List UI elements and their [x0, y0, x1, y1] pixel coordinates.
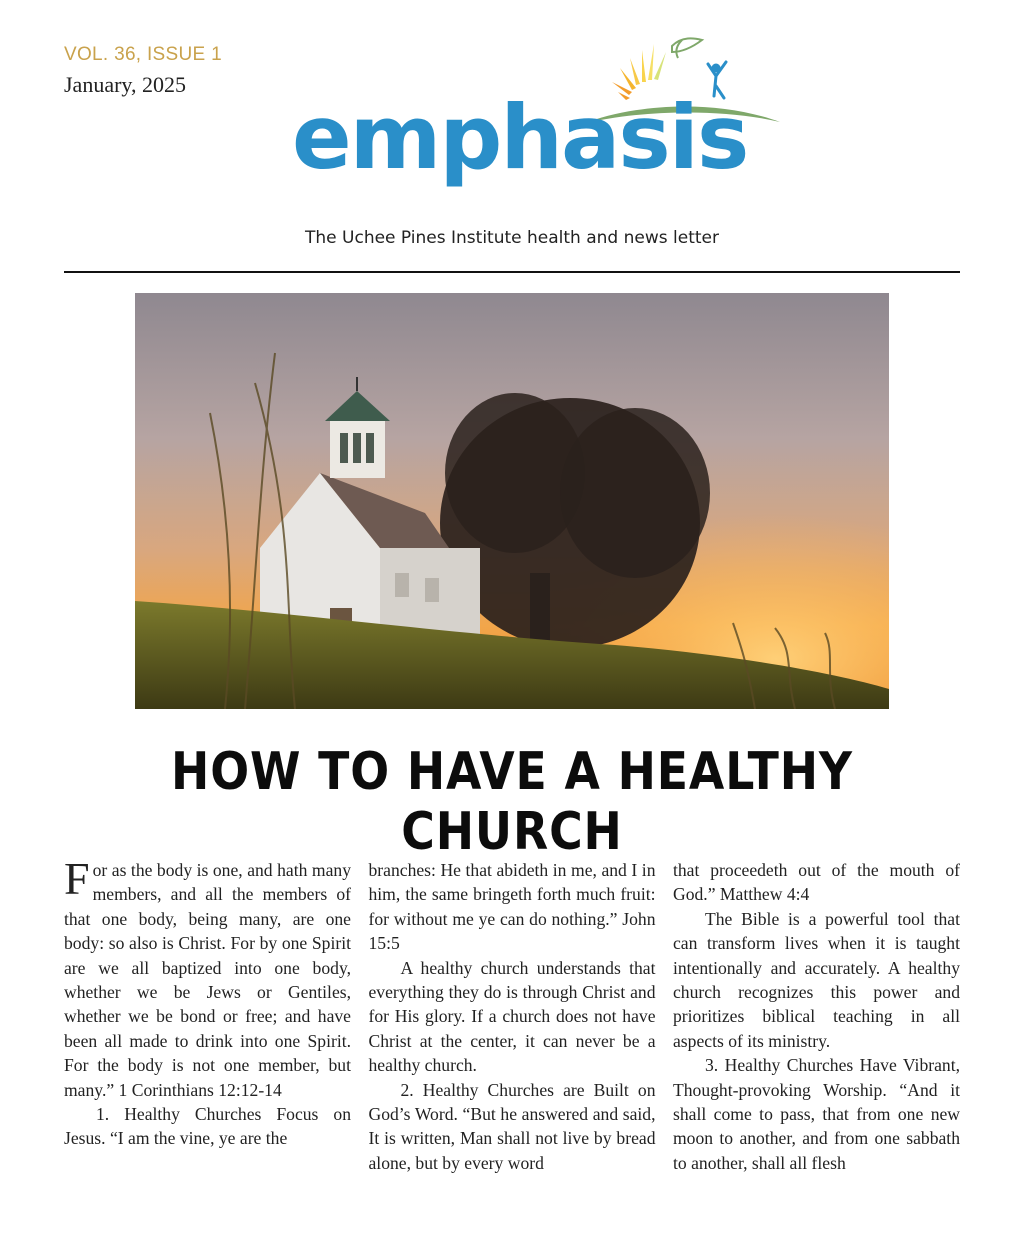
- article-paragraph: branches: He that abideth in me, and I in him, the same bringeth forth much fruit: for without me ye can do nothing.” John 15:5: [368, 860, 656, 954]
- article-column-1: [64, 853, 351, 1178]
- church-sunset-photo: [135, 293, 889, 709]
- article-paragraph: The Bible is a powerful tool that can transform lives when it is taught intentionally and accurately. A healthy church recognizes this power and prioritizes biblical teaching in all aspects of its ministry.: [673, 908, 960, 1051]
- article-paragraph: 3. Healthy Churches Have Vibrant, Thought-provoking Worship. “And it shall come to pass, that from one new moon to another, and from one sabbath to another, shall all flesh: [673, 1055, 960, 1173]
- emphasis-logo: [290, 36, 780, 236]
- article-column-2: [369, 858, 656, 1178]
- newsletter-tagline: The Uchee Pines Institute health and news letter: [305, 228, 719, 248]
- article-paragraph: A healthy church understands that everything they do is through Christ and for His glory. If a church does not have Christ at the center, it can never be a healthy church.: [368, 957, 656, 1076]
- article-paragraph: [64, 853, 351, 1102]
- logo-wordmark: emphasis: [292, 86, 748, 189]
- article-body: [64, 853, 960, 1178]
- article-headline: HOW TO HAVE A HEALTHY CHURCH: [171, 742, 853, 862]
- article-column-3: [673, 858, 960, 1178]
- church-sunset-image: [135, 293, 889, 709]
- article-paragraph: 2. Healthy Churches are Built on God’s Word. “But he answered and said, It is written, Man shall not live by bread alone, but by every word: [368, 1079, 656, 1173]
- drop-cap: F: [64, 853, 90, 904]
- article-paragraph: 1. Healthy Churches Focus on Jesus. “I am the vine, ye are the: [64, 1104, 351, 1149]
- paragraph-text: or as the body is one, and hath many members, and all the members of that one body, being many, are one body: so also is Christ. For by one Spirit are we all baptized into one body, whether we be Jews or Gentiles, whether we be bond or free; and have been all made to drink into one Spirit. For the body is not one member, but many.” 1 Corinthians 12:12-14: [64, 860, 351, 1100]
- article-paragraph: that proceedeth out of the mouth of God.” Matthew 4:4: [673, 860, 960, 905]
- volume-issue: VOL. 36, ISSUE 1: [64, 44, 222, 65]
- header-divider: [64, 271, 960, 273]
- issue-date: January, 2025: [64, 72, 186, 97]
